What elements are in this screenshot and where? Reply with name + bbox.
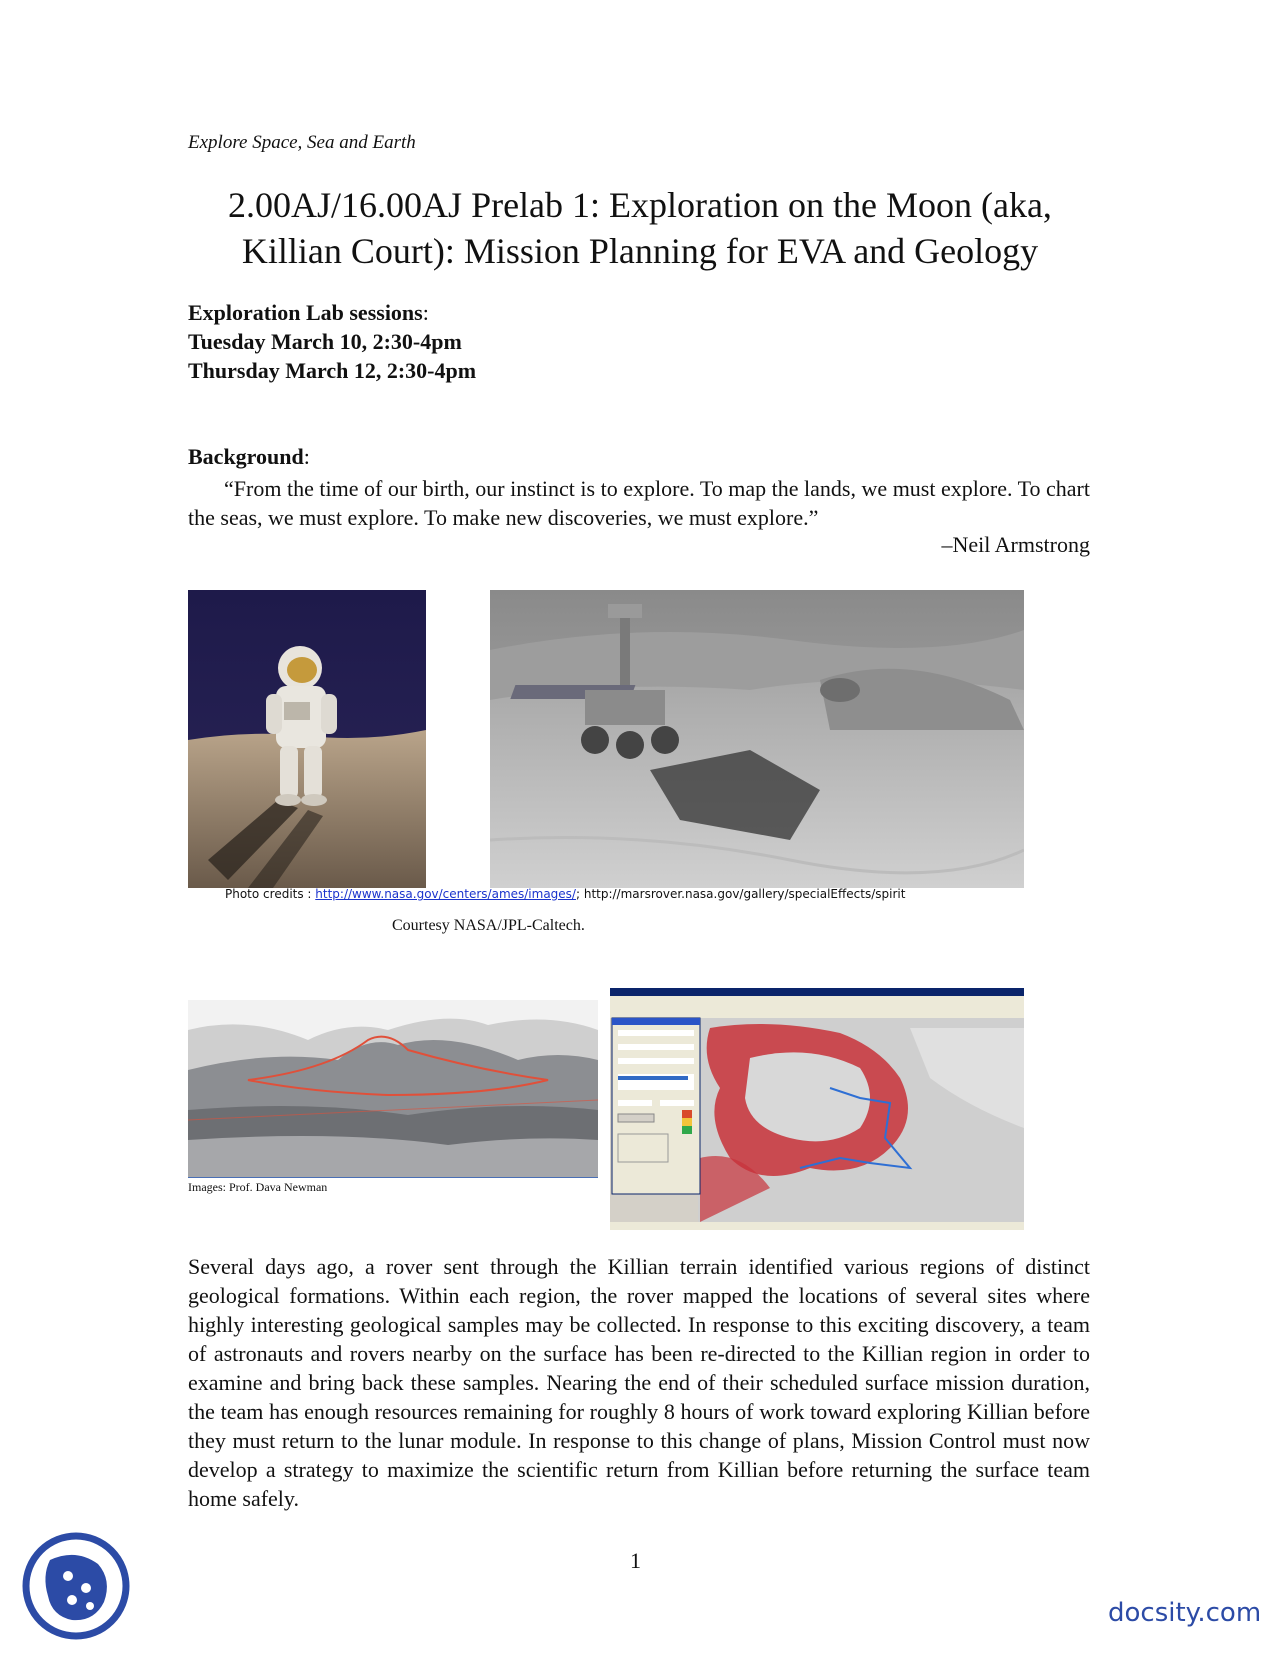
title-line-1: 2.00AJ/16.00AJ Prelab 1: Exploration on the Moon (aka, xyxy=(228,185,1052,225)
document-title xyxy=(160,182,1120,274)
courtesy-line: Courtesy NASA/JPL-Caltech. xyxy=(392,917,585,934)
page-number: 1 xyxy=(630,1548,641,1573)
session-1: Tuesday March 10, 2:30-4pm xyxy=(188,329,462,354)
nasa-ames-link[interactable]: http://www.nasa.gov/centers/ames/images/ xyxy=(315,887,576,901)
sessions-colon: : xyxy=(422,300,429,325)
photo-credits xyxy=(225,887,905,901)
sessions-label: Exploration Lab sessions xyxy=(188,300,423,325)
mission-planner-screenshot xyxy=(610,988,1024,1230)
quote-attribution: –Neil Armstrong xyxy=(941,532,1090,557)
running-header: Explore Space, Sea and Earth xyxy=(188,132,416,153)
background-label: Background xyxy=(188,444,304,469)
terrain-photo xyxy=(188,1000,598,1178)
docsity-logo-icon xyxy=(20,1530,132,1647)
session-2: Thursday March 12, 2:30-4pm xyxy=(188,358,477,383)
images-credit: Images: Prof. Dava Newman xyxy=(188,1180,328,1194)
background-colon: : xyxy=(303,444,310,469)
rover-photo xyxy=(490,590,1024,888)
astronaut-photo xyxy=(188,590,426,888)
background-heading xyxy=(188,444,310,470)
photo-credits-prefix: Photo credits : xyxy=(225,887,316,901)
body-paragraph: Several days ago, a rover sent through the Killian terrain identified various regions of distinct geological formations. Within each region, the rover mapped the locations of several sites where highly interesting geological samples may be collected. In response to this exciting discovery, a team of astronauts and rovers nearby on the surface has been re-directed to the Killian region in order to examine and bring back these samples. Nearing the end of their scheduled surface mission duration, the team has enough resources remaining for roughly 8 hours of work toward exploring Killian before they must return to the lunar module. In response to this change of plans, Mission Control must now develop a strategy to maximize the scientific return from Killian before returning the surface team home safely. xyxy=(188,1254,1090,1511)
photo-credits-rest: ; http://marsrover.nasa.gov/gallery/specialEffects/spirit xyxy=(575,887,906,901)
lab-sessions xyxy=(188,298,476,385)
docsity-watermark[interactable]: docsity.com xyxy=(1108,1598,1262,1628)
armstrong-quote: “From the time of our birth, our instinct is to explore. To map the lands, we must explore. To chart the seas, we must explore. To make new discoveries, we must explore.” xyxy=(188,476,1090,530)
title-line-2: Killian Court): Mission Planning for EVA and Geology xyxy=(241,231,1039,271)
